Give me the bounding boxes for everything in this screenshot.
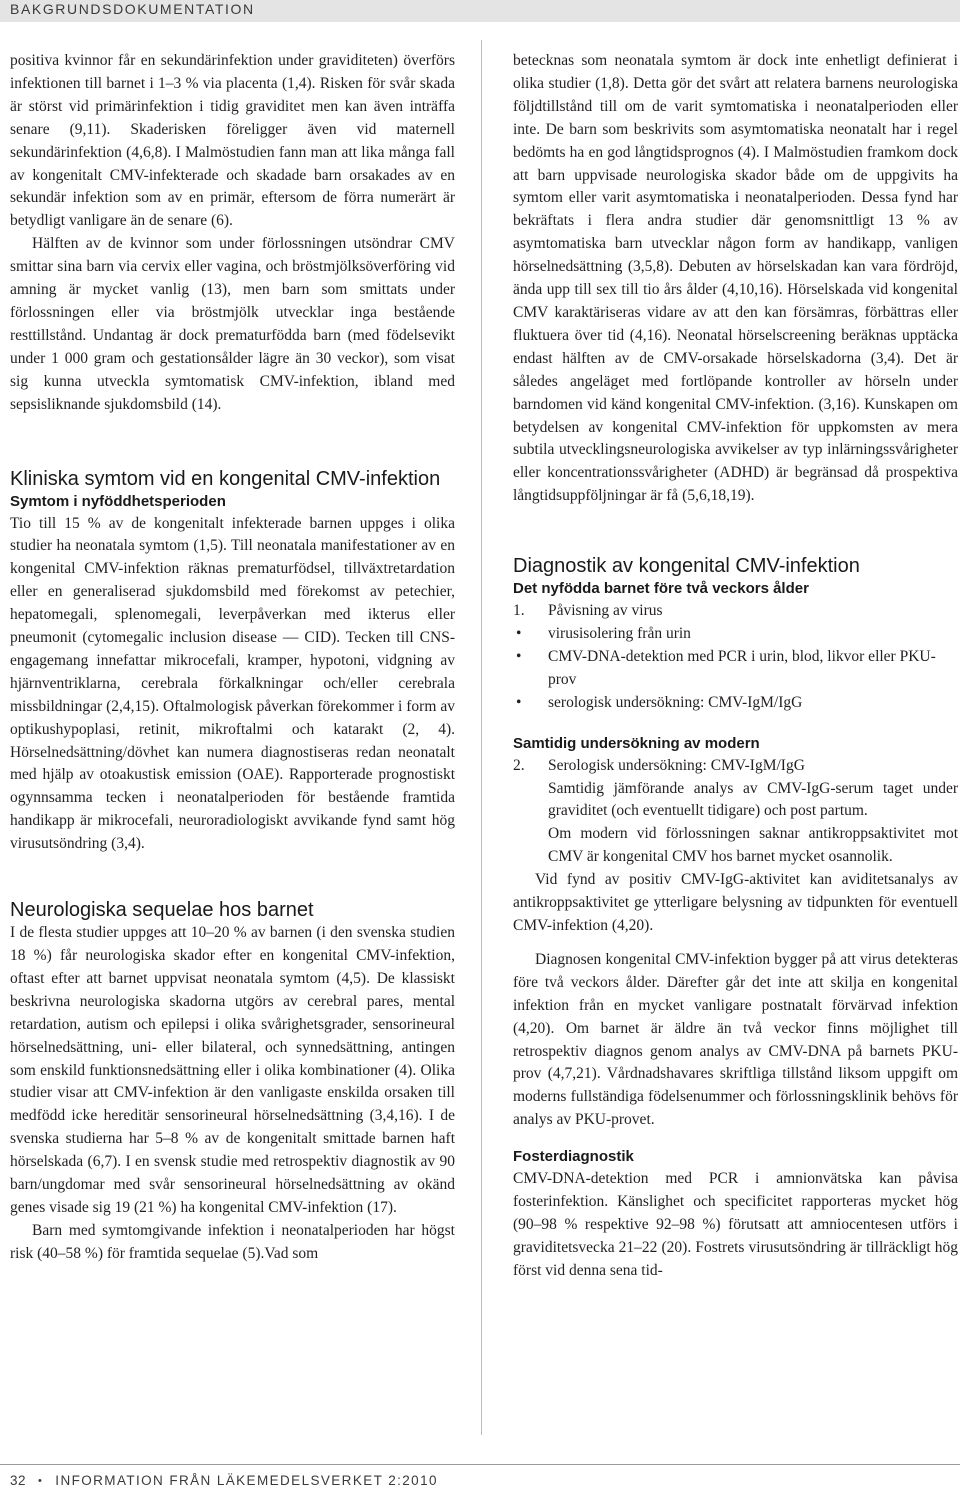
bullet-icon: • xyxy=(516,647,522,665)
list-number: 2. xyxy=(513,756,525,774)
body-paragraph: betecknas som neonatala symtom är dock inte enhetligt definierat i olika studier (1,8). Detta gör det svårt att relatera barnens neurologiska följdtillstånd till om de varit symtomatiska i neonatalperioden eller inte. De barn som beskrivits som asymtomatiska neonatalt har i regel bedömts ha en god långtidsprognos (4). I Malmöstudien framkom dock att barn uppvisade neurologiska skador både om de uppgivits ha symtom eller varit asymtomatiska i neonatalperioden. Dessa fynd har bekräftats i flera andra studier där genomsnittligt 13 % av asymtomatiska barn utvecklar någon form av handikapp, vanligen hörselnedsättning (3,5,8). Debuten av hörselskadan kan vara fördröjd, ända upp till sex till tio års ålder (4,10,16). Hörselskada vid kongenital CMV karaktäriseras vidare av att den kan försämras, förbättras eller fluktuera över tid (4,16). Neonatal hörselscreening beräknas upptäcka endast hälften av de CMV-orsakade hörselskadorna (3,4). Det är således angeläget med fortlöpande kontroller av hörseln under barndomen vid känd kongenital CMV-infektion. (3,16). Kunskapen om betydelsen av kongenital CMV-infektion för uppkomsten av mera subtila utvecklingsneurologiska avvikelser av typ inlärningssvårigheter eller koncentrationssvårigheter (ADHD) är begränsad då prospektiva långtidsuppföljningar är få (5,6,18,19). xyxy=(513,52,958,505)
body-paragraph: Vid fynd av positiv CMV-IgG-aktivitet kan aviditetsanalys av antikroppsaktivitet ge ytterligare belysning av tidpunkten för eventuell CMV-infektion (4,20). xyxy=(513,871,958,934)
bullet-text: CMV-DNA-detektion med PCR i urin, blod, likvor eller PKU-prov xyxy=(548,647,936,688)
subheading-symtom: Symtom i nyföddhetsperioden xyxy=(10,492,226,510)
bullet-item xyxy=(513,646,958,692)
section-heading-diagnostik: Diagnostik av kongenital CMV-infektion xyxy=(513,555,860,578)
page-footer xyxy=(10,1473,438,1488)
bullet-item xyxy=(513,692,958,715)
body-paragraph: Tio till 15 % av de kongenitalt infekterade barnen uppges i olika studier ha neonatala symtom (1,5). Till neonatala manifestationer av en kongenital CMV-infektion räknas prematurfödsel, tillväxtretardation eller en generaliserad sjukdomsbild med förekomst av petechier, hepatomegali, splenomegali, leverpåverkan med ikterus eller pneumonit (cytomegalic inclusion disease — CID). Tecken till CNS-engagemang innefattar mikrocefali, kramper, hypotoni, vidgning av hjärnventriklarna, cerebrala förkalkningar och/eller cerebrala missbildningar (2,4,15). Oftalmologisk påverkan förekommer i form av optikushypoplasi, retinit, mikroftalmi och katarakt (2, 4). Hörselnedsättning/dövhet kan numera diagnostiseras redan neonatalt med hjälp av otoakustisk emission (OAE). Rapporterade prognostiskt ogynnsamma tecken i neonatalperioden för bestående framtida handikapp är mikrocefali, neuroradiologiskt avvikande fynd samt hög virusutsöndring (3,4). xyxy=(10,514,455,853)
footer-separator: • xyxy=(38,1475,44,1487)
body-paragraph: Hälften av de kvinnor som under förlossningen utsöndrar CMV smittar sina barn via cervix eller vagina, och bröstmjölksöverföring vid amning är mycket vanlig (13), men barn som smittats under förlossningen eller via bröstmjölk utvecklar inga bestående resttillstånd. Undantag är dock prematurfödda barn (med födelsevikt under 1 000 gram och gestationsålder lägre än 30 veckor), som visat sig kunna utveckla symtomatisk CMV-infektion, ibland med sepsisliknande sjukdomsbild (14). xyxy=(10,235,455,413)
subheading-nyfodda: Det nyfödda barnet före två veckors ålder xyxy=(513,580,809,598)
list-item-text: Serologisk undersökning: CMV-IgM/IgG xyxy=(548,756,805,774)
list-number: 1. xyxy=(513,602,525,620)
section-heading-kliniska: Kliniska symtom vid en kongenital CMV-infektion xyxy=(10,467,441,490)
section-heading-neuro: Neurologiska sequelae hos barnet xyxy=(10,899,314,922)
list-item xyxy=(513,600,958,623)
numbered-list xyxy=(513,755,958,778)
bullet-text: virusisolering från urin xyxy=(548,625,691,643)
body-paragraph: positiva kvinnor får en sekundärinfektion under graviditeten) överförs infektionen till barnet i 1–3 % via placenta (1,4). Risken för svår skada är störst vid primärinfektion i tidig graviditet men kan även inträffa senare (9,11). Skaderisken föreligger även vid maternell sekundärinfektion (4,6,8). I Malmöstudien fann man att lika många fall av kongenitalt CMV-infekterade och skadade barn orsakades av en sekundär infektion som av en primär, eftersom de förra numerärt är betydligt vanligare än de senare (6). xyxy=(10,52,455,230)
numbered-list xyxy=(513,600,958,623)
publication-title: INFORMATION FRÅN LÄKEMEDELSVERKET 2:2010 xyxy=(55,1473,438,1488)
header-band xyxy=(0,0,960,22)
bullet-list xyxy=(513,623,958,715)
subheading-foster: Fosterdiagnostik xyxy=(513,1148,634,1166)
bullet-item xyxy=(513,623,958,646)
footer-rule xyxy=(0,1464,960,1465)
list-item xyxy=(513,755,958,778)
body-paragraph: Barn med symtomgivande infektion i neonatalperioden har högst risk (40–58 %) för framtida sequelae (5).Vad som xyxy=(10,1221,455,1262)
list-sub-paragraph: Samtidig jämförande analys av CMV-IgG-serum taget under graviditet (och eventuellt tidigare) och post partum. xyxy=(548,779,958,820)
bullet-icon: • xyxy=(516,625,522,643)
bullet-text: serologisk undersökning: CMV-IgM/IgG xyxy=(548,693,803,711)
page-number: 32 xyxy=(10,1473,27,1488)
column-divider xyxy=(481,40,482,1435)
section-label: BAKGRUNDSDOKUMENTATION xyxy=(10,1,255,17)
subheading-samtidig: Samtidig undersökning av modern xyxy=(513,734,760,752)
body-paragraph: Diagnosen kongenital CMV-infektion bygger på att virus detekteras före två veckors ålder. Därefter går det inte att skilja en kongenital infektion från en mycket vanligare postnatalt förvärvad infektion (4,20). Om barnet är äldre än två veckor finns möjlighet till retrospektiv diagnos genom analys av CMV-DNA på barnets PKU-prov (4,7,21). Vårdnadshavares skriftliga tillstånd liksom uppgift om moderns fullständiga födelsenummer och förlossningsklinik behövs för analys av PKU-provet. xyxy=(513,950,958,1129)
list-item-text: Påvisning av virus xyxy=(548,602,663,620)
left-column xyxy=(10,50,455,1266)
body-paragraph: CMV-DNA-detektion med PCR i amnionvätska kan påvisa fosterinfektion. Känslighet och specificitet rapporteras mycket hög (90–98 % respektive 92–98 %) förutsatt att amniocentesen utförs i graviditetsvecka 21–22 (20). Fostrets virusutsöndring är tillräckligt hög först vid denna sena tid- xyxy=(513,1170,958,1279)
list-sub-paragraph: Om modern vid förlossningen saknar antikroppsaktivitet mot CMV är kongenital CMV hos barnet mycket osannolik. xyxy=(548,825,958,866)
bullet-icon: • xyxy=(516,693,522,711)
body-paragraph: I de flesta studier uppges att 10–20 % av barnen (i den svenska studien 18 %) får neurologiska skador efter en kongenital CMV-infektion, oftast efter att barnet uppvisat neonatala symtom (4,5). De klassiskt beskrivna neurologiska skadorna utgörs av cerebral pares, mental retardation, autism och epilepsi i olika svårighetsgrader, sensorineural hörselnedsättning, uni- eller bilateral, och synnedsättning, antingen som enskild funktionsnedsättning eller i olika kombinationer (4). Olika studier visar att CMV-infektion är den vanligaste enskilda orsaken till medfödd icke hereditär sensorineural hörselnedsättning (3,4,16). I de svenska studierna har 5–8 % av de kongenitalt smittade barnen haft hörselskada (6,7). I en svensk studie med retrospektiv diagnostik av 90 barn/ungdomar med svår sensorineural hörselnedsättning av okänd genes visade sig 19 (21 %) ha kongenital CMV-infektion (17). xyxy=(10,924,455,1216)
right-column xyxy=(513,50,958,1283)
